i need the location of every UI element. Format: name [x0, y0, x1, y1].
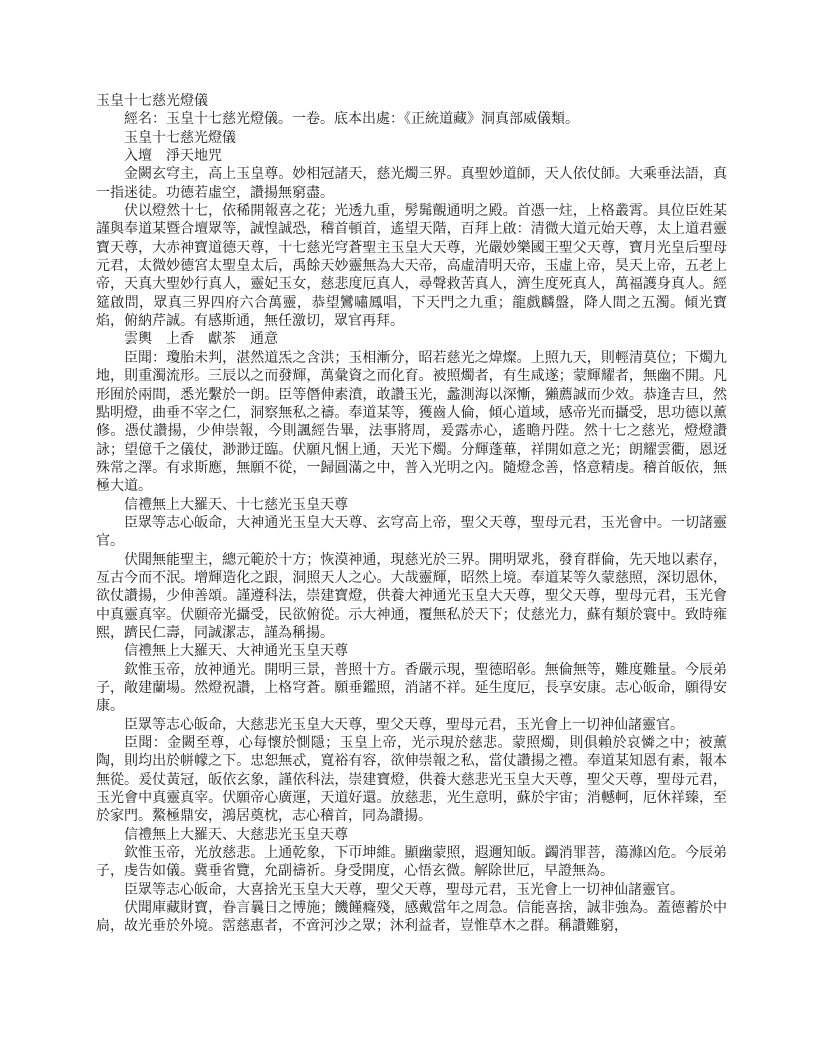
homage: 臣眾等志心皈命，大慈悲光玉皇大天尊，聖父天尊，聖母元君，玉光會上一切神仙諸靈官。	[124, 717, 684, 733]
bow-heading: 信禮無上大羅天、大慈悲光玉皇天尊	[124, 827, 348, 843]
ritual-heading: 雲輿 上香 獻茶 通意	[124, 332, 278, 348]
bow-heading: 信禮無上大羅天、大神通光玉皇天尊	[124, 644, 348, 660]
homage: 臣眾等志心皈命，大神通光玉皇大天尊、玄穹高上帝，聖父天尊，聖母元君，玉光會中。一切諸靈官。	[96, 515, 727, 550]
ritual-heading: 入壇 淨天地咒	[124, 149, 222, 165]
section-title: 玉皇十七慈光燈儀	[124, 130, 236, 146]
document-body	[96, 93, 727, 937]
verse: 金闕玄穹主，高上玉皇尊。妙相冠諸天，慈光燭三界。真聖妙道師，天人依仗師。大乘垂法語，真一指迷徒。功德若虛空，讚揚無窮盡。	[96, 167, 727, 201]
bow-heading: 信禮無上大羅天、十七慈光玉皇天尊	[124, 497, 348, 513]
homage: 臣眾等志心皈命，大喜捨光玉皇大天尊，聖父天尊，聖母元君，玉光會上一切神仙諸靈官。	[124, 882, 684, 898]
verse: 欽惟玉帝，放神通光。開明三景，普照十方。香嚴示現，聖德昭彰。無倫無等，難度難量。今辰弟子，敞建蘭場。然燈祝讚，上格穹蒼。願垂鑑照，消諸不祥。延生度厄，長享安康。志心皈命，願得安康。	[96, 662, 727, 715]
colophon: 經名：玉皇十七慈光燈儀。一卷。底本出處：《正統道藏》洞真部威儀類。	[124, 112, 579, 128]
memorial: 伏聞無能聖主，總元範於十方；恢漠神通，現慈光於三界。開明眾兆，發育群倫，先天地以素存，亙古今而不泯。增輝造化之跟，洞照天人之心。大哉靈輝，昭然上境。奉道某等久蒙慈照，深切恩休，欲仗讚揚，少伸善頌。謹遵科法，崇建寶燈，供養大神通光玉皇大天尊，聖父天尊，聖母元君，玉光會中真靈真宰。伏願帝光攝受，民欲俯從。示大神通，覆無私於天下；仗慈光力，蘇有類於寰中。致時雍熙，躋民仁壽，同誠潔志，謹為稱揚。	[96, 552, 727, 641]
memorial: 臣聞：金闕至尊，心每懷於惻隱；玉皇上帝，光示現於慈悲。蒙照燭，則俱賴於哀憐之中；被薰陶，則均出於帡幪之下。忠恕無忒，寬裕有容，欲伸崇報之私，當仗讚揚之禮。奉道某知恩有素，報本無從。爰仗黃冠，皈依玄象，謹依科法，崇建寶燈，供養大慈悲光玉皇大天尊，聖父天尊，聖母元君，玉光會中真靈真宰。伏願帝心廣運，天道好還。放慈悲，光生意明，蘇於宇宙；消轗軻，厄休祥臻，至於家門。鰲極鼎安，鴻居奠枕，志心稽首，同為讚揚。	[96, 736, 727, 825]
invocation: 伏以燈然十七，依稀開報喜之花；光透九重，髣髴覿通明之殿。首憑一炷，上格叢霄。具位臣姓某謹與奉道某暨合壇眾等，誠惶誠恐，稽首頓首，遙望天階，百拜上啟：清微大道元始天尊，太上道君靈寶天尊，大赤神寶道德天尊，十七慈光穹蒼聖主玉皇大天尊，光嚴妙樂國王聖父天尊，寶月光皇后聖母元君，太微妙德宮太聖皇太后，禹餘天妙靈無為大天帝，高虛清明天帝，玉虛上帝，昊天上帝，五老上帝，天真大聖妙行真人，靈妃玉女，慈悲度厄真人，尋聲救苦真人，濟生度死真人，萬福護身真人。經筵啟問，眾真三界四府六合萬靈，恭望鸞嘯鳳唱，下天門之九重；龍戲麟盤，降人間之五濁。傾光寶焰，俯納芹誠。有感斯通，無任激切，眾官再拜。	[96, 204, 727, 330]
memorial: 伏聞庫藏財寶，眷言曩日之博施；饑饉癃殘，感戴當年之周急。信能喜捨，誠非強為。蓋德蓄於中扃，故光垂於外境。霑慈惠者，不啻河沙之眾；沐利益者，豈惟草木之群。稱讚難窮，	[96, 901, 727, 935]
verse: 欽惟玉帝，光放慈悲。上通乾象，下帀坤維。顯幽蒙照，遐邇知皈。蠲消罪菩，蕩滌凶危。今辰弟子，虔告如儀。冀垂省覽，允副禱祈。身受開度，心悟玄微。解除世厄，早證無為。	[96, 846, 727, 880]
memorial: 臣聞：瓊胎未判，湛然道炁之含洪；玉相漸分，昭若慈光之煒燦。上照九天，則輕清莫位；下燭九地，則重濁流形。三辰以之而發輝，萬彙資之而化育。被照燭者，有生咸遂；蒙輝耀者，無幽不開。凡形囿於兩間，悉光繫於一朗。臣等僭伸素濆，敢讚玉光，蠡測海以深慚，獺薦誠而少效。恭逢吉旦，然點明燈，曲垂不宰之仁，洞察無私之禱。奉道某等，獲齒人倫，傾心道域，感帝光而攝受，思功德以薰修。憑仗讚揚，少伸崇報，今則諷經告畢，法事將周，爰露赤心，遙瞻丹陛。然十七之慈光，燈燈讚詠；望億千之儀仗，渺渺迂臨。伏願凡悃上通，天光下燭。分輝蓬蓽，祥開如意之光；朗耀雲衢，恩迓殊常之澤。有求斯應，無願不從，一歸圓滿之中，普入光明之內。隨燈念善，恪意精虔。稽首皈依，無極大道。	[96, 350, 727, 495]
doc-title: 玉皇十七慈光燈儀	[96, 94, 208, 109]
